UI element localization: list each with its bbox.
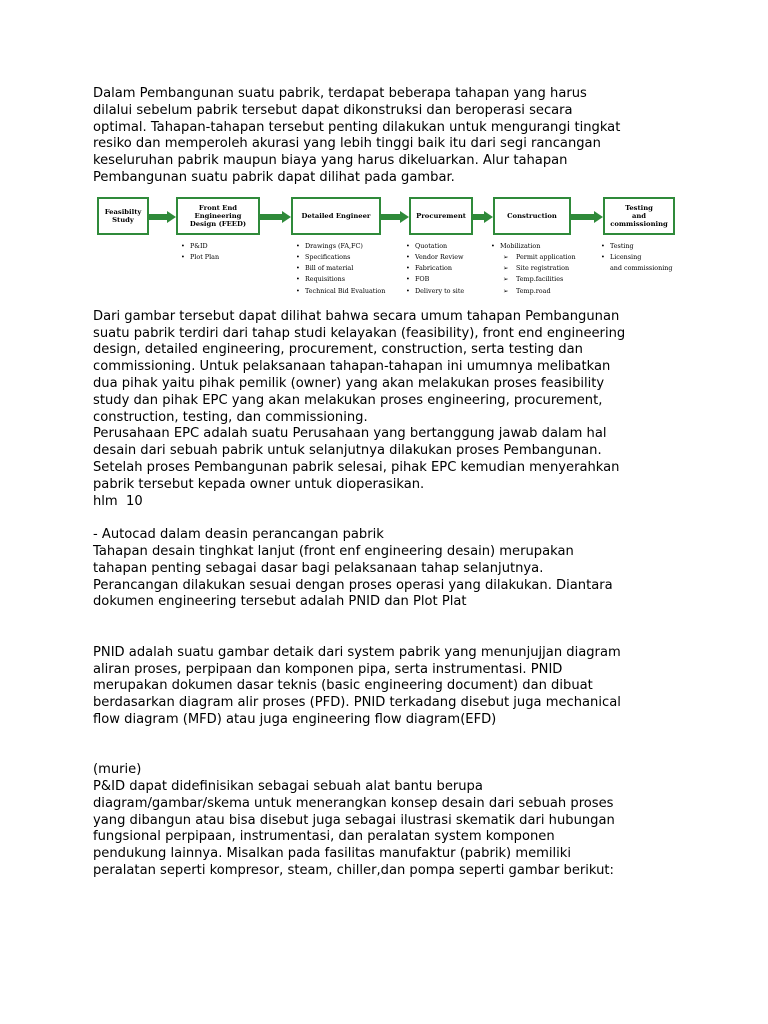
stage-label: Procurement (416, 211, 466, 220)
list-item (296, 274, 385, 285)
list-item-label: and commissioning (610, 264, 673, 273)
section-heading: (murie) (93, 762, 142, 778)
list-item (601, 263, 672, 274)
list-item (406, 252, 464, 263)
bullet-icon: • (406, 275, 410, 284)
arrow-right-icon (149, 211, 176, 221)
list-item-label: Site registration (516, 264, 570, 273)
stage-label: Testing and commissioning (610, 203, 668, 228)
text-line: Setelah proses Pembangunan pabrik selesai, pihak EPC kemudian menyerahkan (93, 459, 620, 475)
list-item (181, 241, 219, 252)
list-item (406, 241, 464, 252)
list-item (491, 286, 576, 297)
list-item (601, 252, 672, 263)
list-item (406, 263, 464, 274)
stage-label: Feasibilty Study (104, 207, 142, 224)
construction-items-list (491, 241, 576, 297)
text-line: peralatan seperti kompresor, steam, chiller,dan pompa seperti gambar berikut: (93, 863, 614, 879)
feed-items-list (181, 241, 219, 263)
bullet-icon: • (601, 241, 605, 250)
stage-construction-box (493, 197, 571, 235)
intro-paragraph (93, 86, 683, 187)
list-item-label: FOB (415, 275, 430, 284)
bullet-icon: • (181, 241, 185, 250)
text-line: suatu pabrik terdiri dari tahap studi kelayakan (feasibility), front end engineering (93, 325, 626, 341)
list-item (406, 274, 464, 285)
text-line: pabrik tersebut kepada owner untuk dioperasikan. (93, 476, 425, 492)
document-page (93, 86, 683, 880)
list-item-label: Plot Plan (190, 252, 220, 261)
text-line: Perancangan dilakukan sesuai dengan proses operasi yang dilakukan. Diantara (93, 577, 613, 593)
list-item (491, 263, 576, 274)
bullet-icon: • (296, 286, 300, 295)
bullet-icon: • (406, 264, 410, 273)
stage-testing-box (603, 197, 675, 235)
bullet-icon: • (296, 275, 300, 284)
list-item (181, 252, 219, 263)
page-reference: hlm 10 (93, 493, 143, 509)
list-item-label: Temp.facilities (516, 275, 564, 284)
text-line: Tahapan desain tinghkat lanjut (front enf engineering desain) merupakan (93, 543, 574, 559)
bullet-icon: • (296, 264, 300, 273)
stage-label: Front End Engineering Design (FEED) (189, 203, 247, 228)
arrow-right-icon (381, 211, 409, 221)
list-item-label: Technical Bid Evaluation (305, 286, 386, 295)
list-item-label: Testing (610, 241, 634, 250)
arrow-right-icon (473, 211, 493, 221)
section-heading: - Autocad dalam deasin perancangan pabrik (93, 527, 384, 543)
text-line: resiko dan memperoleh akurasi yang lebih tinggi baik itu dari segi rancangan (93, 136, 601, 152)
text-line: Dalam Pembangunan suatu pabrik, terdapat beberapa tahapan yang harus (93, 86, 587, 101)
text-line: dua pihak yaitu pihak pemilik (owner) yang akan melakukan proses feasibility (93, 375, 605, 391)
arrowhead-icon: ➢ (503, 286, 509, 295)
bullet-icon: • (406, 241, 410, 250)
text-line: commissioning. Untuk pelaksanaan tahapan-tahapan ini umumnya melibatkan (93, 359, 611, 375)
bullet-icon: • (296, 252, 300, 261)
list-item (491, 241, 576, 252)
testing-items-list (601, 241, 672, 275)
text-line: dokumen engineering tersebut adalah PNID dan Plot Plat (93, 594, 467, 610)
stage-label: Detailed Engineer (301, 211, 371, 220)
text-line: diagram/gambar/skema untuk menerangkan konsep desain dari sebuah proses (93, 795, 614, 811)
text-line: berdasarkan diagram alir proses (PFD). PNID terkadang disebut juga mechanical (93, 695, 621, 711)
arrow-right-icon (260, 211, 291, 221)
text-line: yang dibangun atau bisa disebut juga sebagai ilustrasi skematik dari hubungan (93, 812, 615, 828)
list-item-label: Temp.road (516, 286, 551, 295)
list-item (296, 252, 385, 263)
detailed-engineer-items-list (296, 241, 385, 297)
list-item-label: Vendor Review (415, 252, 464, 261)
text-line: Pembangunan suatu pabrik dapat dilihat pada gambar. (93, 169, 455, 185)
list-item-label: Delivery to site (415, 286, 465, 295)
list-item-label: P&ID (190, 241, 208, 250)
list-item (406, 286, 464, 297)
plant-development-flow-diagram (91, 191, 681, 301)
stage-label: Construction (507, 211, 557, 220)
pnid-paragraph (93, 645, 683, 729)
text-line: flow diagram (MFD) atau juga engineering flow diagram(EFD) (93, 711, 497, 727)
list-item (296, 286, 385, 297)
bullet-icon: • (181, 252, 185, 261)
stage-feasibility-box (97, 197, 149, 235)
bullet-icon: • (406, 286, 410, 295)
arrowhead-icon: ➢ (503, 264, 509, 273)
list-item-label: Licensing (610, 252, 642, 261)
procurement-items-list (406, 241, 464, 297)
murie-section (93, 762, 683, 880)
list-item-label: Bill of material (305, 264, 354, 273)
list-item (601, 241, 672, 252)
text-line: desain dari sebuah pabrik untuk selanjutnya dilakukan proses Pembangunan. (93, 443, 602, 459)
bullet-icon: • (601, 252, 605, 261)
text-line: design, detailed engineering, procurement, construction, serta testing dan (93, 342, 583, 358)
list-item-label: Permit application (516, 252, 576, 261)
arrow-right-icon (571, 211, 603, 221)
text-line: keseluruhan pabrik maupun biaya yang harus dikeluarkan. Alur tahapan (93, 153, 568, 169)
text-line: tahapan penting sebagai dasar bagi pelaksanaan tahap selanjutnya. (93, 560, 544, 576)
list-item-label: Specifications (305, 252, 351, 261)
bullet-icon: • (491, 241, 495, 250)
text-line: study dan pihak EPC yang akan melakukan proses engineering, procurement, (93, 392, 603, 408)
text-line: Perusahaan EPC adalah suatu Perusahaan yang bertanggung jawab dalam hal (93, 426, 607, 442)
arrowhead-icon: ➢ (503, 275, 509, 284)
text-line: optimal. Tahapan-tahapan tersebut penting dilakukan untuk mengurangi tingkat (93, 119, 621, 135)
text-line: Dari gambar tersebut dapat dilihat bahwa secara umum tahapan Pembangunan (93, 308, 620, 324)
text-line: merupakan dokumen dasar teknis (basic engineering document) dan dibuat (93, 678, 593, 694)
list-item (296, 263, 385, 274)
epc-paragraph (93, 309, 683, 511)
text-line: construction, testing, dan commissioning. (93, 409, 368, 425)
bullet-icon: • (296, 241, 300, 250)
stage-detailed-engineer-box (291, 197, 381, 235)
list-item-label: Fabrication (415, 264, 452, 273)
list-item (296, 241, 385, 252)
list-item (491, 252, 576, 263)
arrowhead-icon: ➢ (503, 252, 509, 261)
list-item-label: Quotation (415, 241, 448, 250)
list-item-label: Requisitions (305, 275, 346, 284)
list-item-label: Mobilization (500, 241, 541, 250)
text-line: pendukung lainnya. Misalkan pada fasilitas manufaktur (pabrik) memiliki (93, 846, 572, 862)
text-line: P&ID dapat didefinisikan sebagai sebuah alat bantu berupa (93, 779, 483, 795)
list-item (491, 274, 576, 285)
stage-procurement-box (409, 197, 473, 235)
text-line: aliran proses, perpipaan dan komponen pipa, serta instrumentasi. PNID (93, 661, 563, 677)
text-line: PNID adalah suatu gambar detaik dari system pabrik yang menunjujjan diagram (93, 644, 621, 660)
bullet-icon: • (406, 252, 410, 261)
stage-feed-box (176, 197, 260, 235)
list-item-label: Drawings (FA,FC) (305, 241, 363, 250)
autocad-section (93, 527, 683, 611)
text-line: fungsional perpipaan, instrumentasi, dan peralatan system komponen (93, 829, 555, 845)
text-line: dilalui sebelum pabrik tersebut dapat dikonstruksi dan beroperasi secara (93, 102, 573, 118)
